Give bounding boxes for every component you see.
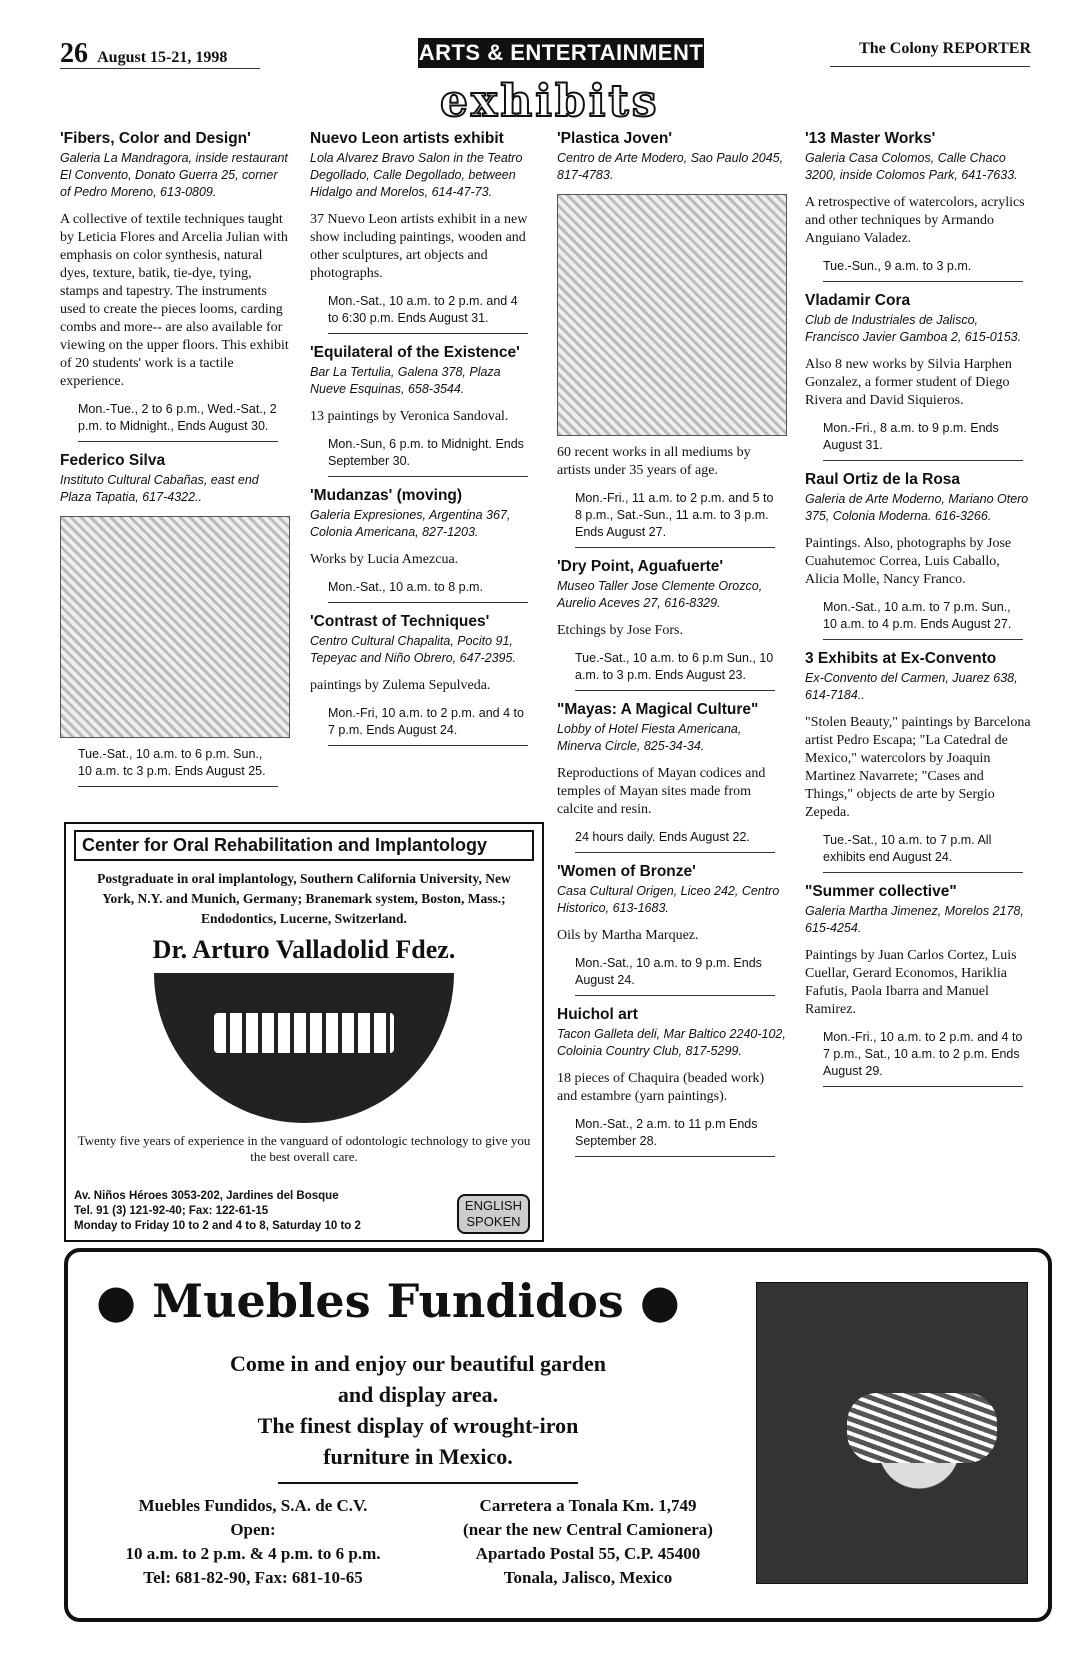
exhibit-venue: Lobby of Hotel Fiesta Americana, Minerva Circle, 825-34-34.: [557, 722, 742, 753]
exhibit-hours: Tue.-Sat., 10 a.m. to 6 p.m. Sun., 10 a.m. tc 3 p.m. Ends August 25.: [78, 746, 278, 787]
exhibit-description: Also 8 new works by Silvia Harphen Gonzalez, a former student of Diego Rivera and David Siquieros.: [805, 357, 1012, 408]
exhibit-title: 'Equilateral of the Existence': [310, 344, 520, 361]
exhibit-description: 18 pieces of Chaquira (beaded work) and estambre (yarn paintings).: [557, 1071, 765, 1104]
exhibit-title: Huichol art: [557, 1006, 638, 1023]
page-title: exhibits: [440, 76, 660, 127]
info-line: Apartado Postal 55, C.P. 45400: [475, 1544, 701, 1563]
exhibit-title: Federico Silva: [60, 452, 166, 469]
ad-address-info: [428, 1494, 748, 1590]
exhibit-title: '13 Master Works': [805, 130, 936, 147]
ad-phone: Tel. 91 (3) 121-92-40; Fax: 122-61-15: [74, 1205, 269, 1217]
exhibit-venue: Instituto Cultural Cabañas, east end Plaza Tapatia, 617-4322..: [60, 473, 259, 504]
exhibit-title: "Mayas: A Magical Culture": [557, 701, 759, 718]
ad-address: Av. Niños Héroes 3053-202, Jardines del Bosque: [74, 1190, 339, 1202]
ad-doctor-name: Dr. Arturo Valladolid Fdez.: [152, 935, 456, 964]
exhibit-description: "Stolen Beauty," paintings by Barcelona artist Pedro Escapa; "La Catedral de Mexico," watercolors by Joaquin Martinez Navarrete; "Cases and Things," objects de arte by Sergio Zepeda.: [805, 715, 1031, 820]
info-line: (near the new Central Camionera): [463, 1520, 713, 1539]
muebles-advertisement: [64, 1248, 1052, 1622]
publication-name: The Colony REPORTER: [859, 40, 1031, 57]
exhibit-venue: Centro Cultural Chapalita, Pocito 91, Tepeyac and Niño Obrero, 647-2395.: [310, 634, 516, 665]
exhibit-venue: Lola Alvarez Bravo Salon in the Teatro Degollado, Calle Degollado, between Hidalgo and Morelos, 614-47-73.: [310, 151, 523, 199]
badge-line: ENGLISH: [464, 1198, 522, 1213]
exhibit-venue: Centro de Arte Modero, Sao Paulo 2045, 817-4783.: [557, 151, 784, 182]
exhibit-title: 'Plastica Joven': [557, 130, 673, 147]
exhibit-hours: 24 hours daily. Ends August 22.: [575, 829, 775, 853]
english-spoken-badge: [457, 1194, 530, 1234]
tagline-line: and display area.: [337, 1382, 499, 1407]
bullet-icon: ●: [639, 1274, 680, 1328]
exhibit-title: "Summer collective": [805, 883, 957, 900]
exhibit-venue: Galeria Martha Jimenez, Morelos 2178, 615-4254.: [805, 904, 1024, 935]
exhibit-title: Raul Ortiz de la Rosa: [805, 471, 961, 488]
header-rule: [60, 68, 260, 69]
exhibit-description: A retrospective of watercolors, acrylics and other techniques by Armando Anguiano Valadez.: [805, 195, 1025, 246]
exhibit-hours: Tue.-Sat., 10 a.m. to 6 p.m Sun., 10 a.m. to 3 p.m. Ends August 23.: [575, 650, 775, 691]
exhibit-venue: Galeria Expresiones, Argentina 367, Colonia Americana, 827-1203.: [310, 508, 511, 539]
exhibit-hours: Mon.-Fri., 8 a.m. to 9 p.m. Ends August 31.: [823, 420, 1023, 461]
exhibit-description: paintings by Zulema Sepulveda.: [310, 678, 491, 693]
listing-column: [805, 130, 1035, 1097]
tagline-line: Come in and enjoy our beautiful garden: [229, 1351, 607, 1376]
exhibit-hours: Mon.-Fri., 11 a.m. to 2 p.m. and 5 to 8 p.m., Sat.-Sun., 11 a.m. to 3 p.m. Ends August 27.: [575, 490, 775, 548]
exhibit-hours: Mon.-Sat., 10 a.m. to 9 p.m. Ends August 24.: [575, 955, 775, 996]
info-line: Muebles Fundidos, S.A. de C.V.: [138, 1496, 368, 1515]
exhibit-title: 'Fibers, Color and Design': [60, 130, 251, 147]
dental-advertisement: [64, 822, 544, 1242]
exhibit-hours: Mon.-Fri, 10 a.m. to 2 p.m. and 4 to 7 p.m. Ends August 24.: [328, 705, 528, 746]
ad-hours: Monday to Friday 10 to 2 and 4 to 8, Saturday 10 to 2: [74, 1220, 361, 1232]
tagline-line: furniture in Mexico.: [323, 1444, 513, 1469]
exhibit-title: 'Women of Bronze': [557, 863, 696, 880]
issue-date: August 15-21, 1998: [97, 49, 228, 66]
exhibit-venue: Bar La Tertulia, Galena 378, Plaza Nueve Esquinas, 658-3544.: [310, 365, 501, 396]
listing-column: [310, 130, 540, 756]
ad-credentials: Postgraduate in oral implantology, Southern California University, New York, N.Y. and Munich, Germany; Branemark system, Boston, Mass.; Endodontics, Lucerne, Switzerland.: [97, 871, 511, 926]
exhibit-hours: Tue.-Sun., 9 a.m. to 3 p.m.: [823, 258, 1023, 282]
info-line: Carretera a Tonala Km. 1,749: [479, 1496, 697, 1515]
exhibit-hours: Mon.-Sat., 10 a.m. to 2 p.m. and 4 to 6:30 p.m. Ends August 31.: [328, 293, 528, 334]
ad-note: Twenty five years of experience in the vanguard of odontologic technology to give you the best overall care.: [77, 1133, 531, 1164]
exhibit-venue: Club de Industriales de Jalisco, Francisco Javier Gamboa 2, 615-0153.: [805, 313, 1022, 344]
exhibit-venue: Galeria Casa Colomos, Calle Chaco 3200, inside Colomos Park, 641-7633.: [805, 151, 1018, 182]
tagline-line: The finest display of wrought-iron: [257, 1413, 579, 1438]
artwork-photo: [60, 516, 290, 738]
exhibit-description: 37 Nuevo Leon artists exhibit in a new show including paintings, wooden and other sculptures, art objects and photographs.: [310, 212, 528, 281]
exhibit-title: 'Contrast of Techniques': [310, 613, 490, 630]
ad-tagline: [108, 1348, 728, 1472]
info-line: Tonala, Jalisco, Mexico: [503, 1568, 673, 1587]
exhibit-title: Nuevo Leon artists exhibit: [310, 130, 504, 147]
exhibit-hours: Mon.-Fri., 10 a.m. to 2 p.m. and 4 to 7 p.m., Sat., 10 a.m. to 2 p.m. Ends August 29.: [823, 1029, 1023, 1087]
ad-contact: [74, 1189, 361, 1234]
info-line: Tel: 681-82-90, Fax: 681-10-65: [143, 1568, 363, 1587]
section-banner: ARTS & ENTERTAINMENT: [418, 38, 704, 68]
info-line: 10 a.m. to 2 p.m. & 4 p.m. to 6 p.m.: [125, 1544, 381, 1563]
page-header-date: [60, 38, 227, 70]
exhibit-hours: Mon.-Sun, 6 p.m. to Midnight. Ends September 30.: [328, 436, 528, 477]
info-line: Open:: [230, 1520, 276, 1539]
exhibit-title: Vladamir Cora: [805, 292, 911, 309]
exhibit-venue: Ex-Convento del Carmen, Juarez 638, 614-7184..: [805, 671, 1018, 702]
exhibit-description: Paintings. Also, photographs by Jose Cuahutemoc Correa, Luis Caballo, Alicia Molle, Nancy Franco.: [805, 536, 1012, 587]
listing-column: [557, 130, 787, 1167]
exhibit-description: Works by Lucia Amezcua.: [310, 552, 459, 567]
header-rule-right: [830, 66, 1030, 67]
exhibit-description: 13 paintings by Veronica Sandoval.: [310, 409, 509, 424]
artwork-photo: [557, 194, 787, 436]
brand-name: Muebles Fundidos: [152, 1274, 624, 1328]
exhibit-description: 60 recent works in all mediums by artists under 35 years of age.: [557, 445, 751, 478]
badge-line: SPOKEN: [466, 1214, 521, 1229]
exhibit-venue: Galeria La Mandragora, inside restaurant El Convento, Donato Guerra 25, corner of Pedro Moreno, 613-0809.: [60, 151, 288, 199]
garden-furniture-photo: [756, 1282, 1028, 1584]
exhibit-description: Etchings by Jose Fors.: [557, 623, 683, 638]
listing-column: [60, 130, 290, 797]
exhibit-venue: Galeria de Arte Moderno, Mariano Otero 375, Colonia Moderna. 616-3266.: [805, 492, 1029, 523]
ad-heading: Center for Oral Rehabilitation and Implantology: [74, 830, 534, 861]
bullet-icon: ●: [96, 1274, 137, 1328]
ad-brand: [96, 1274, 680, 1328]
ad-divider: [278, 1482, 578, 1484]
exhibit-hours: Tue.-Sat., 10 a.m. to 7 p.m. All exhibits end August 24.: [823, 832, 1023, 873]
page-number: 26: [60, 38, 88, 69]
exhibit-description: Reproductions of Mayan codices and temples of Mayan sites made from calcite and resin.: [557, 766, 766, 817]
dental-implant-image: [154, 973, 454, 1123]
exhibit-title: 'Mudanzas' (moving): [310, 487, 463, 504]
exhibit-title: 'Dry Point, Aguafuerte': [557, 558, 724, 575]
exhibit-hours: Mon.-Sat., 2 a.m. to 11 p.m Ends September 28.: [575, 1116, 775, 1157]
exhibit-hours: Mon.-Tue., 2 to 6 p.m., Wed.-Sat., 2 p.m. to Midnight., Ends August 30.: [78, 401, 278, 442]
exhibit-venue: Casa Cultural Origen, Liceo 242, Centro Historico, 613-1683.: [557, 884, 780, 915]
exhibit-hours: Mon.-Sat., 10 a.m. to 8 p.m.: [328, 579, 528, 603]
exhibit-venue: Tacon Galleta deli, Mar Baltico 2240-102, Coloinia Country Club, 817-5299.: [557, 1027, 786, 1058]
exhibit-description: Oils by Martha Marquez.: [557, 928, 699, 943]
exhibit-hours: Mon.-Sat., 10 a.m. to 7 p.m. Sun., 10 a.m. to 4 p.m. Ends August 27.: [823, 599, 1023, 640]
exhibit-description: Paintings by Juan Carlos Cortez, Luis Cuellar, Gerard Economos, Hariklia Fafutis, Paola Ibarra and Manuel Ramirez.: [805, 948, 1017, 1017]
ad-company-info: [88, 1494, 418, 1590]
exhibit-title: 3 Exhibits at Ex-Convento: [805, 650, 997, 667]
exhibit-description: A collective of textile techniques taught by Leticia Flores and Arcelia Julian with emphasis on color synthesis, natural dyes, texture, batik, tie-dye, tying, stamps and tapestry. The instruments used to create the pieces looms, carding combs and more-- are also available for viewing on the upper floors. This exhibit of 20 students' work is a tactile experience.: [60, 212, 289, 389]
exhibit-venue: Museo Taller Jose Clemente Orozco, Aurelio Aceves 27, 616-8329.: [557, 579, 763, 610]
